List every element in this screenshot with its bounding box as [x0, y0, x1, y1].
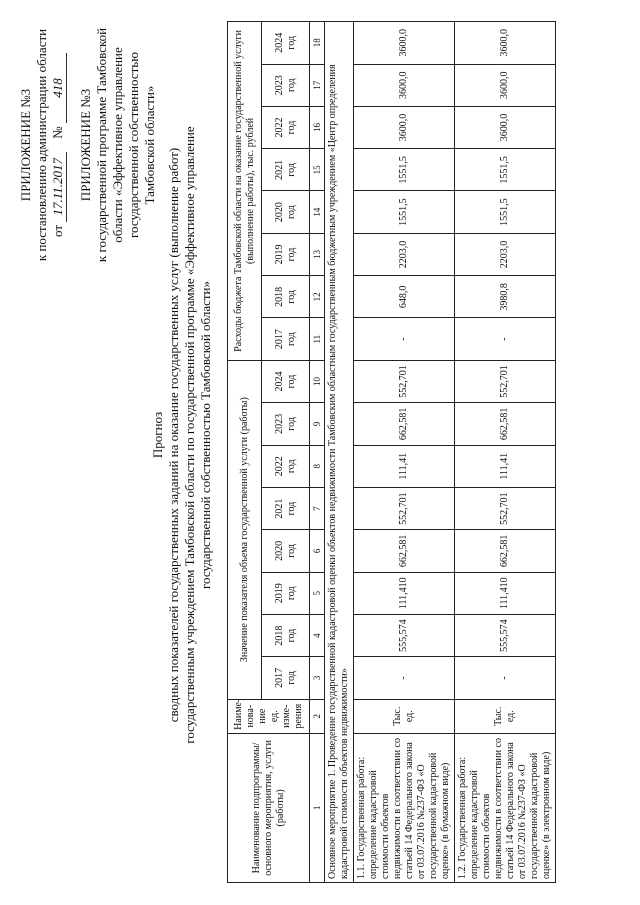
budget-cell: 648,0	[354, 276, 455, 318]
budget-cell: 3980,8	[455, 276, 556, 318]
appendix-main-title: ПРИЛОЖЕНИЕ №3	[18, 88, 33, 202]
col-number: 16	[310, 106, 325, 148]
year-head: 2022 год	[262, 445, 310, 487]
volume-cell: 555,574	[354, 614, 455, 656]
year-head: 2023 год	[262, 403, 310, 445]
head-name: Наименование подпрограммы/основного мероприятия, услуги (работы)	[228, 733, 310, 882]
forecast-title-block	[150, 115, 214, 755]
year-head: 2020 год	[262, 530, 310, 572]
head-budget: Расходы бюджета Тамбовской области на оказание государственной услуги (выполнение работы), тыс. рублей	[228, 22, 262, 361]
year-head: 2021 год	[262, 487, 310, 529]
table-row	[354, 22, 455, 883]
col-number: 2	[310, 699, 325, 733]
row-name: 1.1. Государственная работа: определение кадастровой стоимости объектов недвижимости в соответствии со статьей 14 Федерального закона от 03.07.2016 №237-ФЗ «О государственной кадастровой оценке» (в бумажном виде)	[354, 733, 455, 882]
from-label: от	[50, 224, 65, 237]
budget-cell: 1551,5	[455, 149, 556, 191]
col-number: 12	[310, 276, 325, 318]
head-volume: Значение показателя объема государственной услуги (работы)	[228, 360, 262, 699]
number-label: №	[50, 126, 65, 139]
appendix-program-title: ПРИЛОЖЕНИЕ №3	[78, 88, 93, 202]
volume-cell: 552,701	[455, 360, 556, 402]
volume-cell: 662,581	[455, 403, 556, 445]
year-head: 2024 год	[262, 22, 310, 65]
appendix-main-resolution: к постановлению администрации области	[34, 28, 49, 262]
budget-cell: 1551,5	[354, 191, 455, 233]
budget-cell: 2203,0	[354, 233, 455, 275]
budget-cell: -	[455, 318, 556, 360]
year-head: 2018 год	[262, 614, 310, 656]
header-row-1	[228, 22, 262, 883]
head-unit: Наиме-нова-ние ед. изме-рения	[228, 699, 310, 733]
col-number: 15	[310, 149, 325, 191]
col-number: 18	[310, 22, 325, 65]
col-number: 3	[310, 657, 325, 699]
volume-cell: -	[354, 657, 455, 699]
date-value: 17.11.2017	[50, 152, 67, 222]
col-number: 5	[310, 572, 325, 614]
budget-cell: 1551,5	[455, 191, 556, 233]
year-head: 2020 год	[262, 191, 310, 233]
volume-cell: 555,574	[455, 614, 556, 656]
volume-cell: 111,41	[354, 445, 455, 487]
year-head: 2019 год	[262, 233, 310, 275]
forecast-title: Прогноз	[150, 411, 165, 459]
col-number: 11	[310, 318, 325, 360]
year-head: 2022 год	[262, 106, 310, 148]
number-value: 418	[50, 53, 67, 123]
table-row	[455, 22, 556, 883]
year-head: 2021 год	[262, 149, 310, 191]
col-number: 4	[310, 614, 325, 656]
volume-cell: 662,581	[455, 530, 556, 572]
col-number: 1	[310, 733, 325, 882]
col-number: 10	[310, 360, 325, 402]
year-head: 2017 год	[262, 318, 310, 360]
appendix-program-header	[78, 25, 158, 265]
main-event-row	[325, 22, 354, 883]
forecast-table	[227, 21, 556, 883]
budget-cell: 3600,0	[455, 22, 556, 65]
budget-cell: 2203,0	[455, 233, 556, 275]
volume-cell: 552,701	[354, 360, 455, 402]
forecast-table-wrapper	[227, 21, 556, 883]
col-number: 8	[310, 445, 325, 487]
row-unit: Тыс. ед.	[354, 699, 455, 733]
volume-cell: 552,701	[455, 487, 556, 529]
main-event-text: Основное мероприятие 1. Проведение государственной кадастровой оценки объектов недвижимости Тамбовским областным государственным бюджетным учреждением «Центр определения кадастровой стоимости объектов недвижимости»	[325, 22, 354, 883]
budget-cell: 3600,0	[455, 106, 556, 148]
budget-cell: 3600,0	[354, 106, 455, 148]
volume-cell: 552,701	[354, 487, 455, 529]
appendix-main-date-line	[50, 25, 67, 265]
budget-cell: 3600,0	[354, 22, 455, 65]
budget-cell: 3600,0	[455, 64, 556, 106]
appendix-main-header	[18, 25, 67, 265]
year-head: 2023 год	[262, 64, 310, 106]
forecast-text: сводных показателей государственных заданий на оказание государственных услуг (выполнение работ) государственным учреждением Тамбовской области по государственной программе «Эффективное управление государственной собственностью Тамбовской области»	[166, 126, 213, 744]
col-number: 6	[310, 530, 325, 572]
budget-cell: -	[354, 318, 455, 360]
row-unit: Тыс. ед.	[455, 699, 556, 733]
appendix-program-text: к государственной программе Тамбовской области «Эффективное управление государственной собственностью Тамбовской области»	[94, 27, 157, 263]
year-head: 2017 год	[262, 657, 310, 699]
budget-cell: 3600,0	[354, 64, 455, 106]
row-name: 1.2. Государственная работа: определение кадастровой стоимости объектов недвижимости в соответствии со статьей 14 Федерального закона от 03.07.2016 №237-ФЗ «О государственной кадастровой оценке» (в электронном виде)	[455, 733, 556, 882]
volume-cell: 662,581	[354, 403, 455, 445]
volume-cell: 111,41	[455, 445, 556, 487]
volume-cell: -	[455, 657, 556, 699]
volume-cell: 111,410	[455, 572, 556, 614]
col-number: 13	[310, 233, 325, 275]
volume-cell: 662,581	[354, 530, 455, 572]
column-number-row	[310, 22, 325, 883]
year-head: 2024 год	[262, 360, 310, 402]
volume-cell: 111,410	[354, 572, 455, 614]
year-head: 2019 год	[262, 572, 310, 614]
year-head: 2018 год	[262, 276, 310, 318]
col-number: 17	[310, 64, 325, 106]
col-number: 9	[310, 403, 325, 445]
col-number: 7	[310, 487, 325, 529]
budget-cell: 1551,5	[354, 149, 455, 191]
col-number: 14	[310, 191, 325, 233]
